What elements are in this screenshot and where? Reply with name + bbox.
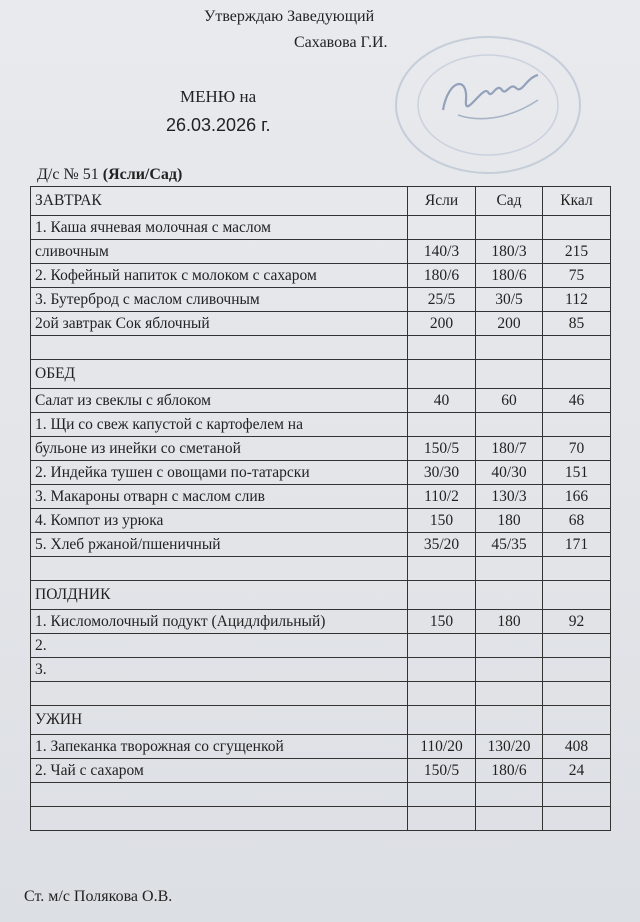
yasli-portion: 150/5 xyxy=(408,437,476,461)
yasli-portion xyxy=(408,216,476,240)
sad-portion: 180/6 xyxy=(476,264,543,288)
col-header-yasli: Ясли xyxy=(408,187,476,216)
yasli-portion: 200 xyxy=(408,312,476,336)
yasli-portion: 150 xyxy=(408,509,476,533)
menu-date: 26.03.2026 г. xyxy=(166,115,271,135)
table-row xyxy=(31,288,611,312)
kcal-value xyxy=(543,216,611,240)
kcal-value: 24 xyxy=(543,759,611,783)
sad-portion: 30/5 xyxy=(476,288,543,312)
dish-name: 2ой завтрак Сок яблочный xyxy=(31,312,408,336)
kcal-value: 85 xyxy=(543,312,611,336)
kindergarten-number: Д/с № 51 xyxy=(37,166,99,183)
table-row xyxy=(31,658,611,682)
kcal-value: 166 xyxy=(543,485,611,509)
col-header-sad: Сад xyxy=(476,187,543,216)
snack-header-row xyxy=(31,581,611,610)
empty-row xyxy=(31,783,611,807)
group-label: (Ясли/Сад) xyxy=(102,166,183,183)
sad-portion xyxy=(476,413,543,437)
dish-name: 1. Кисломолочный подукт (Ацидлфильный) xyxy=(31,610,408,634)
sad-portion: 40/30 xyxy=(476,461,543,485)
yasli-portion: 35/20 xyxy=(408,533,476,557)
kcal-value: 92 xyxy=(543,610,611,634)
kcal-value: 171 xyxy=(543,533,611,557)
yasli-portion: 150 xyxy=(408,610,476,634)
kcal-value: 75 xyxy=(543,264,611,288)
table-row xyxy=(31,509,611,533)
table-row xyxy=(31,759,611,783)
table-row xyxy=(31,312,611,336)
sad-portion: 180 xyxy=(476,509,543,533)
nurse-signature: Ст. м/с Полякова О.В. xyxy=(24,888,173,905)
section-breakfast: ЗАВТРАК xyxy=(31,187,408,216)
dish-name: 2. Индейка тушен с овощами по-татарски xyxy=(31,461,408,485)
approver-name: Сахавова Г.И. xyxy=(294,34,388,51)
table-row xyxy=(31,634,611,658)
sad-portion: 130/20 xyxy=(476,735,543,759)
table-row xyxy=(31,240,611,264)
dish-name: 2. Кофейный напиток с молоком с сахаром xyxy=(31,264,408,288)
section-snack: ПОЛДНИК xyxy=(31,581,408,610)
kindergarten-line xyxy=(37,166,182,184)
sad-portion: 45/35 xyxy=(476,533,543,557)
kcal-value: 68 xyxy=(543,509,611,533)
sad-portion: 130/3 xyxy=(476,485,543,509)
lunch-header-row xyxy=(31,360,611,389)
sad-portion: 180/3 xyxy=(476,240,543,264)
yasli-portion: 30/30 xyxy=(408,461,476,485)
seal-stamp xyxy=(388,30,588,180)
kcal-value: 215 xyxy=(543,240,611,264)
sad-portion: 200 xyxy=(476,312,543,336)
table-row xyxy=(31,413,611,437)
table-row xyxy=(31,437,611,461)
table-row xyxy=(31,735,611,759)
dish-name: сливочным xyxy=(31,240,408,264)
yasli-portion: 110/20 xyxy=(408,735,476,759)
dish-name: 1. Каша ячневая молочная с маслом xyxy=(31,216,408,240)
dinner-header-row xyxy=(31,706,611,735)
kcal-value: 151 xyxy=(543,461,611,485)
table-row xyxy=(31,533,611,557)
empty-row xyxy=(31,557,611,581)
sad-portion xyxy=(476,216,543,240)
dish-name: бульоне из инейки со сметаной xyxy=(31,437,408,461)
section-lunch: ОБЕД xyxy=(31,360,408,389)
dish-name: 3. Бутерброд с маслом сливочным xyxy=(31,288,408,312)
kcal-value: 408 xyxy=(543,735,611,759)
kcal-value: 46 xyxy=(543,389,611,413)
yasli-portion: 110/2 xyxy=(408,485,476,509)
menu-table xyxy=(30,186,611,831)
dish-name: 5. Хлеб ржаной/пшеничный xyxy=(31,533,408,557)
yasli-portion: 40 xyxy=(408,389,476,413)
col-header-kcal: Ккал xyxy=(543,187,611,216)
empty-row xyxy=(31,336,611,360)
yasli-portion: 140/3 xyxy=(408,240,476,264)
table-row xyxy=(31,461,611,485)
sad-portion: 180/7 xyxy=(476,437,543,461)
yasli-portion: 180/6 xyxy=(408,264,476,288)
yasli-portion: 150/5 xyxy=(408,759,476,783)
dish-name: 1. Запеканка творожная со сгущенкой xyxy=(31,735,408,759)
kcal-value: 70 xyxy=(543,437,611,461)
empty-row xyxy=(31,682,611,706)
dish-name: 2. xyxy=(31,634,408,658)
empty-row xyxy=(31,807,611,831)
table-row xyxy=(31,485,611,509)
dish-name: 4. Компот из урюка xyxy=(31,509,408,533)
dish-name: Салат из свеклы с яблоком xyxy=(31,389,408,413)
kcal-value xyxy=(543,413,611,437)
table-row xyxy=(31,610,611,634)
table-row xyxy=(31,389,611,413)
table-row xyxy=(31,216,611,240)
sad-portion: 180/6 xyxy=(476,759,543,783)
sad-portion: 180 xyxy=(476,610,543,634)
yasli-portion: 25/5 xyxy=(408,288,476,312)
dish-name: 1. Щи со свеж капустой с картофелем на xyxy=(31,413,408,437)
yasli-portion xyxy=(408,413,476,437)
approval-line: Утверждаю Заведующий xyxy=(204,8,375,25)
section-dinner: УЖИН xyxy=(31,706,408,735)
breakfast-header-row xyxy=(31,187,611,216)
dish-name: 3. xyxy=(31,658,408,682)
sad-portion: 60 xyxy=(476,389,543,413)
dish-name: 2. Чай с сахаром xyxy=(31,759,408,783)
kcal-value: 112 xyxy=(543,288,611,312)
table-row xyxy=(31,264,611,288)
dish-name: 3. Макароны отварн с маслом слив xyxy=(31,485,408,509)
menu-title: МЕНЮ на xyxy=(180,87,257,106)
